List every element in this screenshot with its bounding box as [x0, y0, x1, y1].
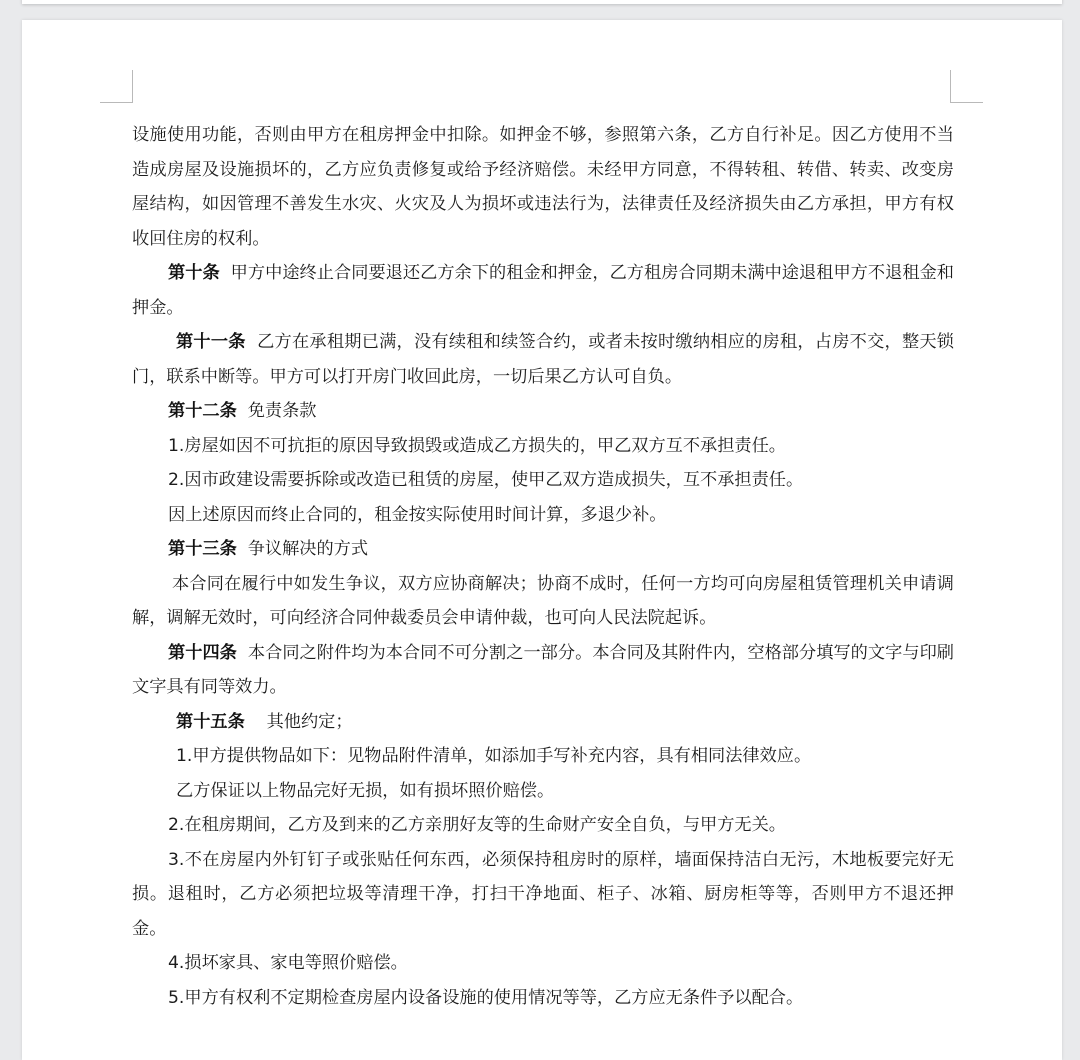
- article-text: 甲方中途终止合同要退还乙方余下的租金和押金，乙方租房合同期未满中途退租甲方不退租金和押金。: [132, 263, 954, 318]
- article-10: [132, 256, 954, 325]
- article-11: [132, 325, 954, 394]
- article-text: 争议解决的方式: [236, 539, 369, 559]
- list-item: 1.甲方提供物品如下：见物品附件清单，如添加手写补充内容，具有相同法律效应。: [176, 746, 812, 766]
- paragraph-continuation: 设施使用功能，否则由甲方在租房押金中扣除。如押金不够，参照第六条，乙方自行补足。因乙方使用不当造成房屋及设施损坏的，乙方应负责修复或给予经济赔偿。未经甲方同意，不得转租、转借、转卖、改变房屋结构，如因管理不善发生水灾、火灾及人为损坏或违法行为，法律责任及经济损失由乙方承担，甲方有权收回住房的权利。: [132, 125, 954, 249]
- article-heading: 第十一条: [176, 332, 246, 352]
- article-heading: 第十五条: [176, 711, 245, 732]
- article-text: 乙方在承租期已满，没有续租和续签合约，或者未按时缴纳相应的房租，占房不交，整天锁门，联系中断等。甲方可以打开房门收回此房，一切后果乙方认可自负。: [132, 332, 954, 387]
- article-heading: 第十条: [168, 263, 220, 283]
- list-item: 乙方保证以上物品完好无损，如有损坏照价赔偿。: [176, 780, 555, 801]
- margin-corner-mark-left: [100, 70, 133, 103]
- article-text: 本合同之附件均为本合同不可分割之一部分。本合同及其附件内，空格部分填写的文字与印刷文字具有同等效力。: [132, 642, 954, 697]
- contract-body: [132, 118, 954, 1015]
- list-item: 1.房屋如因不可抗拒的原因导致损毁或造成乙方损失的，甲乙双方互不承担责任。: [168, 435, 786, 456]
- article-12: [132, 394, 954, 429]
- list-item: 5.甲方有权利不定期检查房屋内设备设施的使用情况等等，乙方应无条件予以配合。: [168, 987, 804, 1008]
- list-item: 3.不在房屋内外钉钉子或张贴任何东西，必须保持租房时的原样，墙面保持洁白无污，木地板要完好无损。退租时，乙方必须把垃圾等清理干净，打扫干净地面、柜子、冰箱、厨房柜等等，否则甲方不退还押金。: [132, 849, 954, 939]
- list-item: 2.在租房期间，乙方及到来的乙方亲朋好友等的生命财产安全自负，与甲方无关。: [168, 815, 786, 835]
- list-item: 本合同在履行中如发生争议，双方应协商解决；协商不成时，任何一方均可向房屋租赁管理机关申请调解，调解无效时，可向经济合同仲裁委员会申请仲裁，也可向人民法院起诉。: [132, 573, 954, 628]
- article-heading: 第十二条: [168, 401, 237, 421]
- article-15: [132, 705, 954, 740]
- article-text: 免责条款: [236, 401, 317, 421]
- article-text: 其他约定；: [244, 711, 353, 732]
- list-item: 因上述原因而终止合同的，租金按实际使用时间计算，多退少补。: [168, 504, 667, 525]
- article-13: [132, 532, 954, 567]
- document-page: [22, 20, 1062, 1060]
- margin-corner-mark-right: [950, 70, 983, 103]
- previous-page-edge: [22, 0, 1062, 4]
- list-item: 4.损坏家具、家电等照价赔偿。: [168, 953, 408, 973]
- list-item: 2.因市政建设需要拆除或改造已租赁的房屋，使甲乙双方造成损失，互不承担责任。: [168, 470, 804, 490]
- article-14: [132, 636, 954, 705]
- article-heading: 第十四条: [168, 642, 237, 663]
- article-heading: 第十三条: [168, 539, 237, 559]
